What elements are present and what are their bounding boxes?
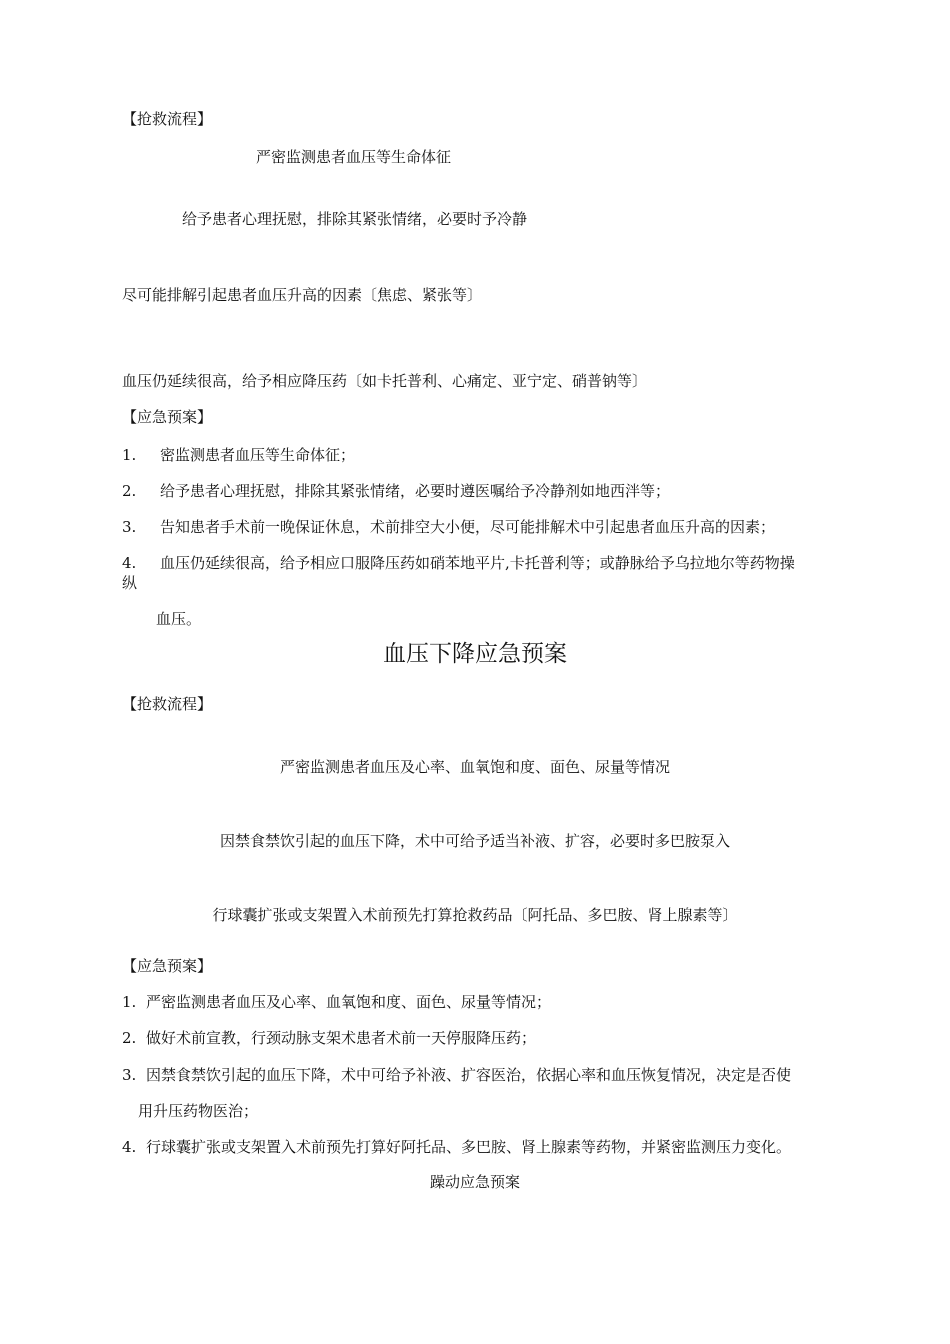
flow-step-1-3: 尽可能排解引起患者血压升高的因素〔焦虑、紧张等〕 (122, 286, 483, 304)
plan-heading-2: 【应急预案】 (122, 957, 213, 975)
plan-item-2-1 (122, 993, 551, 1011)
plan-item-1-1 (122, 446, 355, 464)
plan-item-number: 4. (122, 1138, 137, 1156)
flow-heading-1: 【抢救流程】 (122, 110, 213, 128)
flow-step-1-2: 给予患者心理抚慰，排除其紧张情绪，必要时予冷静 (182, 210, 528, 228)
plan-item-1-2 (122, 482, 670, 500)
flow-heading-2: 【抢救流程】 (122, 695, 213, 713)
section-title-bp-drop: 血压下降应急预案 (383, 641, 567, 667)
plan-item-text: 行球囊扩张或支架置入术前预先打算好阿托品、多巴胺、肾上腺素等药物，并紧密监测压力变化。 (146, 1138, 792, 1156)
section-title-agitation: 躁动应急预案 (429, 1173, 520, 1191)
plan-heading-1: 【应急预案】 (122, 408, 213, 426)
plan-item-number: 2. (122, 1029, 137, 1047)
plan-item-text: 血压仍延续很高，给予相应口服降压药如硝苯地平片,卡托普利等；或静脉给予乌拉地尔等药物操 (160, 554, 795, 572)
plan-item-text: 做好术前宣教，行颈动脉支架术患者术前一天停服降压药； (146, 1029, 537, 1047)
plan-item-2-3-continuation: 用升压药物医治； (138, 1102, 259, 1120)
plan-item-number: 1. (122, 993, 137, 1011)
flow-step-2-1: 严密监测患者血压及心率、血氧饱和度、面色、尿量等情况 (279, 758, 670, 776)
plan-item-text: 严密监测患者血压及心率、血氧饱和度、面色、尿量等情况； (146, 993, 552, 1011)
plan-item-number: 1. (122, 446, 137, 464)
plan-item-2-3 (122, 1066, 791, 1084)
plan-item-number: 4. (122, 554, 137, 572)
plan-item-1-4-wrap: 纵 (122, 574, 138, 592)
plan-item-text: 告知患者手术前一晚保证休息，术前排空大小便，尽可能排解术中引起患者血压升高的因素； (160, 518, 776, 536)
plan-item-text: 给予患者心理抚慰，排除其紧张情绪，必要时遵医嘱给予冷静剂如地西泮等； (160, 482, 671, 500)
plan-item-2-2 (122, 1029, 536, 1047)
plan-item-text: 密监测患者血压等生命体征； (160, 446, 356, 464)
plan-item-number: 2. (122, 482, 137, 500)
plan-item-number: 3. (122, 518, 137, 536)
plan-item-2-4 (122, 1138, 791, 1156)
plan-item-1-3 (122, 518, 775, 536)
plan-item-text: 因禁食禁饮引起的血压下降，术中可给予补液、扩容医治，依据心率和血压恢复情况，决定是否使 (146, 1066, 792, 1084)
flow-step-2-3: 行球囊扩张或支架置入术前预先打算抢救药品〔阿托品、多巴胺、肾上腺素等〕 (212, 906, 738, 924)
flow-step-1-1: 严密监测患者血压等生命体征 (256, 148, 452, 166)
plan-item-1-4-continuation: 血压。 (156, 610, 202, 628)
flow-step-2-2: 因禁食禁饮引起的血压下降，术中可给予适当补液、扩容，必要时多巴胺泵入 (219, 832, 730, 850)
plan-item-1-4 (122, 554, 795, 572)
flow-step-1-4: 血压仍延续很高，给予相应降压药〔如卡托普利、心痛定、亚宁定、硝普钠等〕 (122, 372, 648, 390)
plan-item-number: 3. (122, 1066, 137, 1084)
